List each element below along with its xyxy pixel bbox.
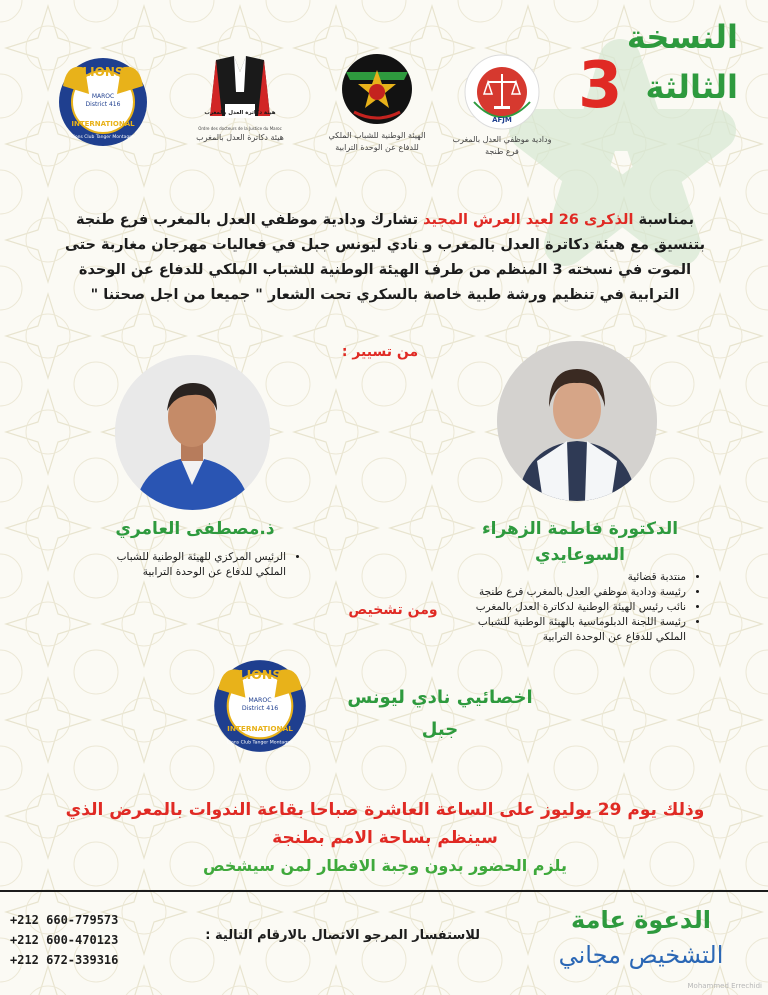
right-person-bullet: • منتدبة قضائية	[460, 570, 686, 585]
phone-number[interactable]: +212 660-779573	[10, 913, 119, 927]
lions-club-text: Lions Club Tanger Montagne	[226, 740, 294, 746]
bailiffs-title-text: هيئة دكاترة العدل بالمغرب	[204, 110, 276, 116]
edition-ordinal: الثالثة	[645, 68, 738, 106]
event-date-line2: سينظم بساحة الامم بطنجة	[272, 828, 498, 848]
invitation-block	[546, 902, 736, 972]
left-person-name: ذ.مصطفى العامري	[115, 519, 275, 539]
throne-day-highlight: الذكرى 26 لعيد العرش المجيد	[423, 212, 634, 228]
lions-specialists	[330, 682, 550, 746]
afjm-code-text: AFJM	[492, 116, 512, 124]
event-date-block	[30, 796, 740, 852]
national-body-caption: الهيئة الوطنية للشباب الملكي للدفاع عن الوحدة الترابية	[328, 131, 426, 152]
event-date-line1: وذلك يوم 29 يوليوز على الساعة العاشرة صباحا بقاعة الندوات بالمعرض الذي	[65, 800, 705, 820]
national-youth-body-logo	[322, 52, 432, 154]
phone-number[interactable]: +212 672-339316	[10, 953, 119, 967]
woman-portrait-icon	[497, 341, 657, 501]
man-portrait-icon	[115, 355, 270, 510]
right-person-bullet: • نائب رئيس الهيئة الوطنية لدكاترة العدل بالمغرب	[460, 600, 686, 615]
right-person-bullets	[460, 570, 700, 645]
left-person-block	[90, 516, 300, 580]
left-person-bullet: • الرئيس المركزي للهيئة الوطنية للشباب الملكي للدفاع عن الوحدة الترابية	[90, 550, 286, 580]
royal-crest-icon	[340, 52, 414, 126]
intro-text-rest: تشارك ودادية موظفي العدل بالمغرب فرع طنجة بتنسيق مع هيئة دكاترة العدل بالمغرب و نادي ليونس جبل في فعاليات مهرجان مغاربة حتى الموت في نسخته 3 المنظم من طرف الهيئة الوطنية للشباب الملكي للدفاع عن الوحدة الترابية في تنظيم ورشة طبية خاصة بالسكري تحت الشعار " جميعا من اجل صحتنا "	[64, 212, 706, 303]
scales-of-justice-icon	[462, 52, 542, 130]
lions-emblem-icon	[55, 56, 151, 148]
bailiffs-caption: هيئة دكاترة العدل بالمغرب	[196, 133, 284, 142]
right-person-bullet: • رئيسة ودادية موظفي العدل بالمغرب فرع طنجة	[460, 585, 686, 600]
lions-club-logo-bottom	[210, 658, 310, 758]
lions-country-text: MAROC	[248, 696, 272, 704]
fatima-zahra-photo	[497, 341, 657, 501]
lions-emblem-icon	[210, 658, 310, 754]
lions-specialists-line2: جبل	[421, 719, 459, 740]
lions-district-text: District 416	[241, 705, 279, 713]
contact-instructions: للاستفسار المرجو الاتصال بالارقام التالية :	[205, 928, 480, 943]
left-person-bullets	[90, 550, 300, 580]
designer-credit: Mohammed Errechidi	[687, 982, 762, 990]
edition-number: 3	[578, 49, 623, 123]
lions-ring-text: INTERNATIONAL	[227, 724, 293, 733]
phone-number[interactable]: +212 600-470123	[10, 933, 119, 947]
afjm-logo	[452, 52, 552, 158]
intro-paragraph	[60, 208, 710, 308]
bailiffs-subtitle: Ordre des docteurs de la Justice du Maroc	[198, 126, 282, 131]
lions-ring-text: INTERNATIONAL	[71, 120, 135, 128]
lions-club-logo	[55, 56, 151, 152]
right-person-name-line2: السوعايدي	[535, 545, 625, 565]
hosted-by-label: من تسيير :	[341, 344, 419, 360]
intro-text-start: بمناسبة	[633, 212, 695, 228]
right-person-name-line1: الدكتورة فاطمة الزهراء	[481, 519, 679, 539]
afjm-caption: ودادية موظفي العدل بالمغرب فرع طنجة	[452, 135, 552, 156]
fasting-requirement: يلزم الحضور بدون وجبة الافطار لمن سيشخص	[203, 856, 567, 875]
public-invitation: الدعوة عامة	[571, 906, 711, 934]
lions-country-text: MAROC	[91, 93, 115, 100]
right-person-block	[460, 516, 700, 645]
phone-list	[10, 910, 140, 970]
lions-specialists-line1: اخصائيي نادي ليونس	[347, 687, 533, 708]
bailiffs-doctors-logo	[190, 52, 290, 144]
edition-title	[578, 18, 738, 123]
footer-divider	[0, 890, 768, 892]
lions-district-text: District 416	[85, 101, 121, 108]
lions-club-text: Lions Club Tanger Montagne	[71, 135, 135, 140]
right-person-bullet: • رئيسة اللجنة الدبلوماسية بالهيئة الوطنية للشباب الملكي للدفاع عن الوحدة الترابية	[460, 615, 686, 645]
lions-brand-text: LIONS	[82, 65, 124, 79]
edition-word: النسخة	[626, 18, 738, 56]
lions-brand-text: LIONS	[238, 666, 282, 682]
mustapha-elamri-photo	[115, 355, 270, 510]
diagnosis-by-label: ومن تشخيص	[348, 602, 438, 618]
robe-emblem-icon	[200, 52, 280, 122]
free-diagnosis: التشخيص مجاني	[558, 941, 724, 969]
